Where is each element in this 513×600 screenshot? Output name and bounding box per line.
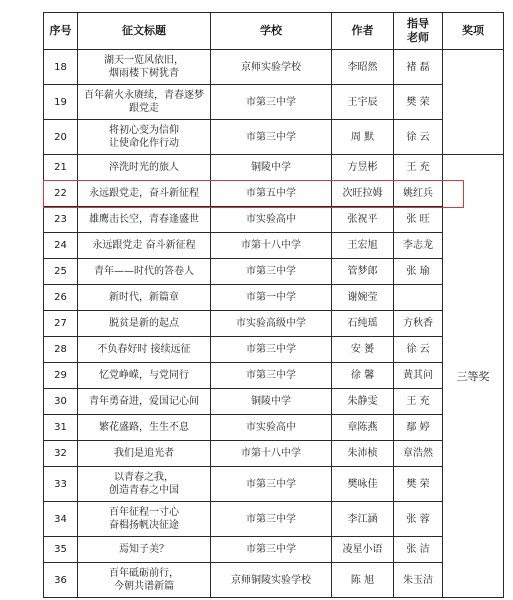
cell-title — [78, 563, 211, 598]
table-row — [44, 502, 504, 537]
cell-teacher: 朱玉洁 — [394, 563, 443, 598]
header-award: 奖项 — [443, 13, 504, 50]
cell-title — [78, 502, 211, 537]
cell-teacher: 方秋香 — [394, 311, 443, 337]
cell-school: 京师实验学校 — [211, 50, 332, 85]
cell-title — [78, 467, 211, 502]
cell-school: 市第十八中学 — [211, 441, 332, 467]
cell-school: 市第五中学 — [211, 181, 332, 207]
cell-school: 市第三中学 — [211, 363, 332, 389]
cell-teacher: 王 充 — [394, 155, 443, 181]
cell-school: 市第三中学 — [211, 85, 332, 120]
cell-title — [78, 207, 211, 233]
cell-school: 市第三中学 — [211, 337, 332, 363]
title-line: 繁花盛路，生生不息 — [99, 422, 189, 433]
cell-title — [78, 233, 211, 259]
cell-author: 管梦郎 — [332, 259, 394, 285]
cell-title — [78, 311, 211, 337]
title-line: 青年——时代的答卷人 — [94, 266, 194, 277]
cell-no: 35 — [44, 537, 78, 563]
header-author: 作者 — [332, 13, 394, 50]
title-line: 淬洗时光的旅人 — [109, 162, 179, 173]
cell-school: 市实验高中 — [211, 415, 332, 441]
table-row — [44, 181, 504, 207]
cell-title — [78, 259, 211, 285]
cell-title — [78, 363, 211, 389]
title-line: 我们是追光者 — [114, 448, 174, 459]
table-row — [44, 389, 504, 415]
cell-no: 22 — [44, 181, 78, 207]
cell-no: 26 — [44, 285, 78, 311]
cell-award: 三等奖 — [443, 155, 504, 598]
cell-no: 21 — [44, 155, 78, 181]
award-table — [43, 12, 504, 598]
table-row — [44, 467, 504, 502]
table-row — [44, 155, 504, 181]
table-body — [44, 50, 504, 598]
cell-title — [78, 85, 211, 120]
cell-author: 徐 馨 — [332, 363, 394, 389]
cell-title — [78, 415, 211, 441]
cell-author: 安 赟 — [332, 337, 394, 363]
cell-no: 33 — [44, 467, 78, 502]
cell-teacher: 李志龙 — [394, 233, 443, 259]
cell-teacher: 王 充 — [394, 389, 443, 415]
cell-title — [78, 155, 211, 181]
table-row — [44, 285, 504, 311]
cell-author: 李江涵 — [332, 502, 394, 537]
table-row — [44, 50, 504, 85]
cell-author: 周 默 — [332, 120, 394, 155]
table-row — [44, 233, 504, 259]
cell-no: 28 — [44, 337, 78, 363]
title-line: 让使命化作行动 — [109, 138, 179, 149]
cell-author: 陈 旭 — [332, 563, 394, 598]
cell-school: 市实验高级中学 — [211, 311, 332, 337]
table-row — [44, 537, 504, 563]
cell-author: 章陈燕 — [332, 415, 394, 441]
cell-no: 27 — [44, 311, 78, 337]
header-title: 征文标题 — [78, 13, 211, 50]
cell-author: 方昱彬 — [332, 155, 394, 181]
cell-teacher: 鄢 婷 — [394, 415, 443, 441]
table-row — [44, 207, 504, 233]
cell-title — [78, 537, 211, 563]
cell-school: 市第三中学 — [211, 120, 332, 155]
table-row — [44, 415, 504, 441]
cell-title — [78, 337, 211, 363]
cell-school: 市实验高中 — [211, 207, 332, 233]
cell-teacher: 樊 荣 — [394, 467, 443, 502]
cell-teacher: 徐 云 — [394, 120, 443, 155]
title-line: 奋楫扬帆决征途 — [109, 520, 179, 531]
cell-teacher: 张 瑜 — [394, 259, 443, 285]
cell-no: 31 — [44, 415, 78, 441]
cell-school: 市第三中学 — [211, 259, 332, 285]
cell-author: 张祝平 — [332, 207, 394, 233]
cell-no: 19 — [44, 85, 78, 120]
cell-title — [78, 441, 211, 467]
cell-author: 李昭然 — [332, 50, 394, 85]
cell-title — [78, 50, 211, 85]
cell-no: 24 — [44, 233, 78, 259]
title-line: 焉知子美？ — [119, 544, 169, 555]
cell-no: 29 — [44, 363, 78, 389]
cell-title — [78, 285, 211, 311]
title-line: 烟雨楼下树犹青 — [109, 68, 179, 79]
cell-school: 市第三中学 — [211, 467, 332, 502]
cell-teacher: 姚红兵 — [394, 181, 443, 207]
cell-no: 36 — [44, 563, 78, 598]
table-row — [44, 363, 504, 389]
table-row — [44, 563, 504, 598]
cell-teacher: 张 洁 — [394, 537, 443, 563]
cell-author: 朱静雯 — [332, 389, 394, 415]
title-line: 百年薪火永赓续，青春逐梦 — [84, 90, 204, 101]
cell-author: 樊咏佳 — [332, 467, 394, 502]
header-teacher — [394, 13, 443, 50]
title-line: 创造青春之中国 — [109, 485, 179, 496]
cell-school: 市第十八中学 — [211, 233, 332, 259]
title-line: 永远跟党走 奋斗新征程 — [92, 240, 196, 251]
title-line: 百年征程一寸心 — [109, 507, 179, 518]
header-no: 序号 — [44, 13, 78, 50]
cell-teacher: 章浩然 — [394, 441, 443, 467]
cell-author: 次旺拉姆 — [332, 181, 394, 207]
cell-school: 铜陵中学 — [211, 389, 332, 415]
cell-teacher: 张 蓉 — [394, 502, 443, 537]
title-line: 跟党走 — [129, 103, 159, 114]
cell-author: 凌星小语 — [332, 537, 394, 563]
cell-school: 市第三中学 — [211, 537, 332, 563]
cell-award-empty — [443, 50, 504, 155]
title-line: 今朝共谱新篇 — [114, 581, 174, 592]
cell-teacher: 张 旺 — [394, 207, 443, 233]
title-line: 青年勇奋进，爱国记心间 — [89, 396, 199, 407]
title-line: 将初心变为信仰 — [109, 125, 179, 136]
cell-school: 铜陵中学 — [211, 155, 332, 181]
title-line: 湖天一览风依旧， — [104, 55, 184, 66]
cell-no: 34 — [44, 502, 78, 537]
header-school: 学校 — [211, 13, 332, 50]
cell-school: 市第一中学 — [211, 285, 332, 311]
cell-author: 王宇辰 — [332, 85, 394, 120]
cell-no: 25 — [44, 259, 78, 285]
cell-no: 23 — [44, 207, 78, 233]
title-line: 以青春之我， — [114, 472, 174, 483]
title-line: 雄鹰击长空，青春逢盛世 — [89, 214, 199, 225]
cell-no: 20 — [44, 120, 78, 155]
title-line: 百年砥砺前行， — [109, 568, 179, 579]
title-line: 不负春好时 接续远征 — [97, 344, 191, 355]
table-row — [44, 337, 504, 363]
cell-teacher: 黄其问 — [394, 363, 443, 389]
table-row — [44, 85, 504, 120]
cell-author: 石纯瑶 — [332, 311, 394, 337]
title-line: 永远跟党走，奋斗新征程 — [89, 188, 199, 199]
cell-no: 30 — [44, 389, 78, 415]
cell-teacher: 褚 磊 — [394, 50, 443, 85]
cell-author: 朱沛桢 — [332, 441, 394, 467]
title-line: 忆党峥嵘，与党同行 — [99, 370, 189, 381]
cell-title — [78, 120, 211, 155]
cell-school: 市第三中学 — [211, 502, 332, 537]
table-row — [44, 259, 504, 285]
cell-teacher: 徐 云 — [394, 337, 443, 363]
table-row — [44, 311, 504, 337]
table-row — [44, 441, 504, 467]
cell-no: 18 — [44, 50, 78, 85]
cell-title — [78, 181, 211, 207]
header-teacher-line2: 老师 — [407, 31, 429, 44]
cell-no: 32 — [44, 441, 78, 467]
cell-author: 王宏旭 — [332, 233, 394, 259]
cell-school: 京师铜陵实验学校 — [211, 563, 332, 598]
cell-teacher: 樊 荣 — [394, 85, 443, 120]
cell-teacher — [394, 285, 443, 311]
table-row — [44, 120, 504, 155]
title-line: 新时代，新篇章 — [109, 292, 179, 303]
results-sheet — [43, 12, 503, 600]
cell-title — [78, 389, 211, 415]
header-teacher-line1: 指导 — [407, 17, 429, 30]
header-row — [44, 13, 504, 50]
cell-author: 谢婉莹 — [332, 285, 394, 311]
title-line: 脱贫是新的起点 — [109, 318, 179, 329]
